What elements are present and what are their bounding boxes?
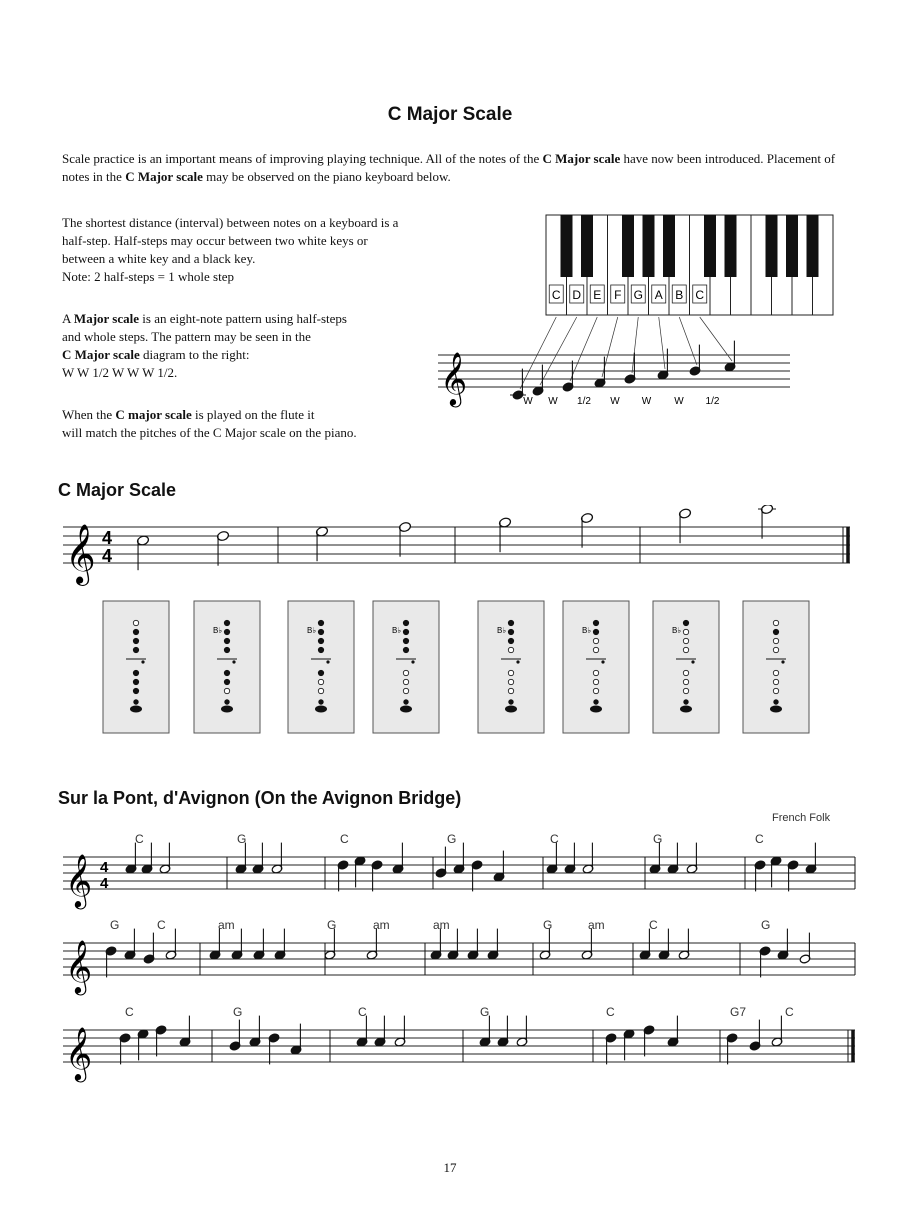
fingering-charts [90,595,840,745]
chord-symbol: C [649,918,658,932]
step-label: W [674,396,684,407]
treble-clef-icon: 𝄞 [65,854,93,907]
foot-joint-key [590,706,602,713]
flute-paragraph [62,406,482,442]
song-score [55,825,865,1125]
thumb-key-label: B♭ [213,626,223,635]
finger-hole [683,679,688,684]
major-scale-line [62,310,442,328]
chord-symbol: C [125,1005,134,1019]
fingering-chart-group [103,601,809,733]
finger-hole [508,647,513,652]
text: is played on the flute it [191,407,315,422]
bold-text: C Major scale [62,347,140,362]
thumb-key-label: B♭ [582,626,592,635]
text: is an eight-note pattern using half-steps [139,311,347,326]
step-label: W [641,396,652,407]
chord-symbol: G7 [730,1005,747,1019]
intro-bold-1: C Major scale [542,151,621,166]
chord-symbol: C [755,832,764,846]
foot-key [403,699,408,704]
chord-symbol: G [447,832,457,846]
black-key [622,215,634,277]
intro-text-2: have now been introduced. Placement of notes in the [62,151,836,184]
finger-hole [773,679,778,684]
finger-hole [318,688,323,693]
scale-staff-content [63,505,850,586]
finger-hole [403,647,408,652]
finger-hole [403,629,408,634]
key-label: C [551,288,561,302]
trill-key [232,660,235,663]
trill-key [781,660,784,663]
chord-symbol: G [761,918,771,932]
thumb-key-label: B♭ [497,626,507,635]
intro-text-3: may be observed on the piano keyboard below. [202,169,451,184]
chord-symbol: C [550,832,559,846]
finger-hole [133,670,138,675]
finger-hole [508,620,513,625]
finger-hole [683,620,688,625]
foot-joint-key [505,706,517,713]
finger-hole [773,620,778,625]
finger-hole [318,670,323,675]
connector-line [632,317,638,373]
foot-key [508,699,513,704]
finger-hole [773,647,778,652]
black-key [725,215,737,277]
major-scale-line: and whole steps. The pattern may be seen in the [62,329,311,344]
treble-clef-icon: 𝄞 [65,1027,93,1080]
treble-clef-icon: 𝄞 [440,352,468,405]
black-key [561,215,573,277]
connector-line [679,317,697,365]
finger-hole [683,638,688,643]
trill-key [516,660,519,663]
key-label: C [695,288,705,302]
black-key [704,215,716,277]
finger-hole [224,620,229,625]
trill-key [691,660,694,663]
finger-hole [508,629,513,634]
trill-key [326,660,329,663]
time-signature-bottom: 4 [100,875,109,892]
chord-symbol: am [433,918,450,932]
finger-hole [773,670,778,675]
chord-symbol: am [373,918,390,932]
text: A [62,311,74,326]
keyboard-staff [438,317,790,407]
black-key [581,215,593,277]
major-scale-paragraph [62,310,442,382]
chord-symbol: G [327,918,337,932]
finger-hole [318,629,323,634]
finger-hole [508,670,513,675]
time-signature-top: 4 [100,859,109,876]
scale-staff [55,505,855,595]
connector-line [540,317,577,385]
finger-hole [773,688,778,693]
song-staves [63,832,855,1082]
finger-hole [683,670,688,675]
thumb-key-label: B♭ [392,626,402,635]
black-key [786,215,798,277]
key-label: B [675,288,684,302]
foot-key [318,699,323,704]
text: diagram to the right: [139,347,250,362]
finger-hole [683,688,688,693]
key-label: F [614,288,622,302]
chord-symbol: C [606,1005,615,1019]
chord-symbol: G [110,918,120,932]
finger-hole [593,629,598,634]
step-label: 1/2 [577,396,591,407]
step-label: W [523,396,533,407]
trill-key [601,660,604,663]
black-key [643,215,655,277]
connector-line [659,317,665,369]
finger-hole [224,670,229,675]
finger-hole [133,679,138,684]
finger-hole [318,638,323,643]
flute-line: will match the pitches of the C Major scale on the piano. [62,425,357,440]
chord-symbol: C [157,918,166,932]
intro-bold-2: C Major scale [125,169,203,184]
bold-text: Major scale [73,311,140,326]
thumb-key-label: B♭ [307,626,317,635]
finger-hole [403,679,408,684]
finger-hole [593,670,598,675]
halfstep-line: half-step. Half-steps may occur between two white keys or [62,233,368,248]
chord-symbol: G [543,918,553,932]
finger-hole [593,620,598,625]
finger-hole [224,679,229,684]
foot-key [133,699,138,704]
time-signature-top: 4 [102,528,113,548]
time-signature-bottom: 4 [102,546,113,566]
treble-clef-icon: 𝄞 [65,940,93,993]
finger-hole [318,679,323,684]
finger-hole [224,638,229,643]
piano-keyboard [546,215,833,315]
key-label: A [654,288,663,302]
treble-clef-icon: 𝄞 [65,525,96,584]
song-credit: French Folk [772,812,831,824]
key-label: D [572,288,582,302]
black-key [766,215,778,277]
foot-key [773,699,778,704]
chord-symbol: C [135,832,144,846]
halfstep-line: Note: 2 half-steps = 1 whole step [62,269,234,284]
trill-key [411,660,414,663]
step-pattern: W W 1/2 W W W 1/2. [62,365,178,380]
page-number: 17 [443,1160,457,1175]
connector-line [700,317,732,361]
foot-joint-key [221,706,233,713]
intro-paragraph [62,150,842,186]
finger-hole [683,629,688,634]
chord-symbol: am [588,918,605,932]
chord-symbol: C [340,832,349,846]
finger-hole [403,638,408,643]
chord-symbol: G [653,832,663,846]
finger-hole [593,647,598,652]
finger-hole [593,679,598,684]
chord-symbol: G [237,832,247,846]
page-title: C Major Scale [387,104,513,125]
chord-symbol: C [358,1005,367,1019]
trill-key [141,660,144,663]
major-scale-line [62,346,442,364]
step-label: W [548,396,558,407]
finger-hole [773,629,778,634]
finger-hole [403,688,408,693]
foot-joint-key [400,706,412,713]
text: When the [62,407,116,422]
finger-hole [403,620,408,625]
chord-symbol: am [218,918,235,932]
finger-hole [133,647,138,652]
bold-text: C major scale [115,407,192,422]
scale-section-title: C Major Scale [58,480,177,500]
foot-joint-key [130,706,142,713]
halfstep-line: between a white key and a black key. [62,251,256,266]
finger-hole [224,647,229,652]
finger-hole [403,670,408,675]
finger-hole [593,688,598,693]
finger-hole [683,647,688,652]
step-label: 1/2 [705,396,720,407]
black-key [663,215,675,277]
thumb-key-label: B♭ [672,626,682,635]
chord-symbol: C [785,1005,794,1019]
foot-key [683,699,688,704]
finger-hole [318,620,323,625]
foot-joint-key [770,706,782,713]
song-title: Sur la Pont, d'Avignon (On the Avignon Bridge) [58,788,462,808]
key-label: G [633,288,643,302]
chord-symbol: G [480,1005,490,1019]
finger-hole [224,688,229,693]
finger-hole [224,629,229,634]
finger-hole [133,638,138,643]
finger-hole [133,688,138,693]
finger-hole [318,647,323,652]
keyboard-scale-diagram [430,205,860,420]
finger-hole [508,679,513,684]
black-key [807,215,819,277]
step-label: W [610,396,620,407]
flute-line [62,406,482,424]
key-label: E [593,288,602,302]
halfstep-line: The shortest distance (interval) between notes on a keyboard is a [62,215,399,230]
finger-hole [133,629,138,634]
foot-key [593,699,598,704]
chord-symbol: G [233,1005,243,1019]
intro-text-1: Scale practice is an important means of improving playing technique. All of the notes of the [62,151,543,166]
finger-hole [773,638,778,643]
finger-hole [508,638,513,643]
foot-key [224,699,229,704]
foot-joint-key [680,706,692,713]
connector-line [520,317,556,389]
foot-joint-key [315,706,327,713]
finger-hole [508,688,513,693]
finger-hole [133,620,138,625]
finger-hole [593,638,598,643]
